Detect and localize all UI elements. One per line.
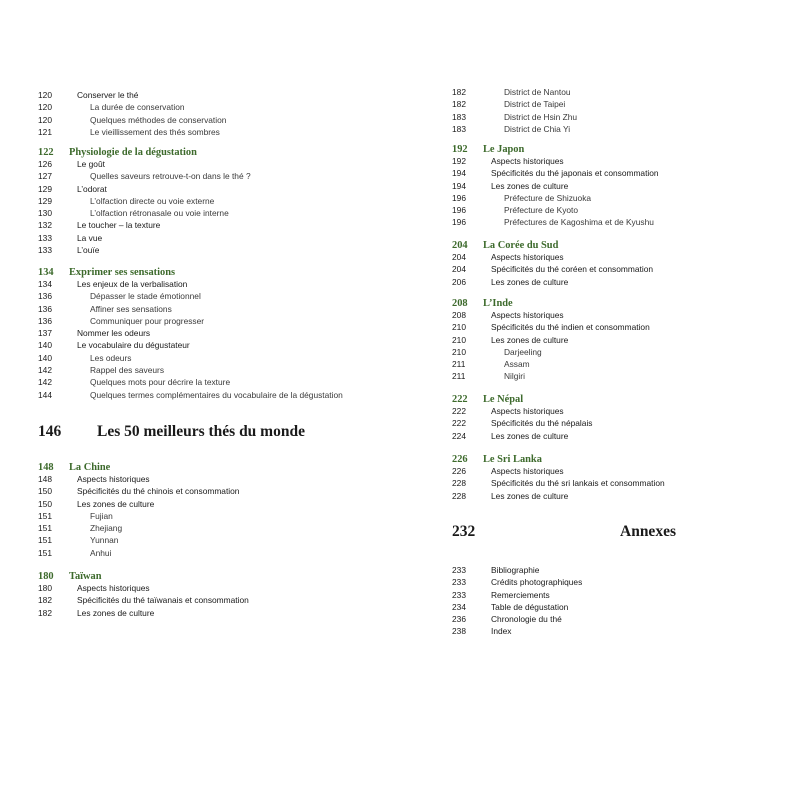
entry-title: Quelques mots pour décrire la texture [90,377,231,388]
entry-title: L’odorat [77,183,107,194]
entry-title: L’ouïe [77,245,100,256]
toc-entry[interactable] [38,485,398,497]
section-title: Le Sri Lanka [483,454,542,465]
entry-page-number: 222 [452,406,466,416]
toc-entry[interactable] [38,89,398,101]
section-page: 122 [38,147,54,158]
entry-title: Darjeeling [504,346,542,357]
entry-title: Les enjeux de la verbalisation [77,279,188,289]
toc-entry[interactable] [38,232,398,244]
entry-title: Nommer les odeurs [77,328,151,339]
entry-title: Les zones de culture [491,490,569,501]
entry-page-number: 136 [38,315,52,326]
entry-title: Affiner ses sensations [90,303,172,314]
toc-entry[interactable] [452,417,792,429]
entry-page-number: 133 [38,245,52,256]
part-page-number: 232 [452,523,476,540]
entry-page-number: 210 [452,322,466,333]
entry-title: Aspects historiques [77,583,150,593]
entry-page-number: 211 [452,371,466,382]
entry-page-number: 210 [452,334,466,345]
toc-subentry[interactable] [452,192,792,204]
entry-title: Spécificités du thé népalais [491,418,593,429]
entry-title: La vue [77,232,103,243]
section-title: Le Japon [483,144,525,155]
section-page: 134 [38,267,54,278]
toc-subentry[interactable] [38,534,398,546]
toc-subentry[interactable] [38,376,398,388]
toc-group [452,86,792,135]
entry-page-number: 120 [38,102,52,113]
entry-title: Les zones de culture [77,607,155,618]
entry-page-number: 126 [38,159,52,169]
toc-entry[interactable] [38,244,398,256]
entry-title: Spécificités du thé indien et consommation [491,322,650,333]
entry-title: Crédits photographiques [491,577,583,588]
entry-title: Préfecture de Kyoto [504,205,579,216]
entry-title: Quelques termes complémentaires du vocabulaire de la dégustation [90,389,343,400]
section-title: Taïwan [69,571,102,582]
entry-title: Aspects historiques [491,466,564,476]
entry-page-number: 228 [452,490,466,501]
entry-page-number: 120 [38,90,52,100]
toc-subentry[interactable] [38,170,398,182]
entry-page-number: 144 [38,389,52,400]
entry-page-number: 211 [452,359,466,370]
entry-page-number: 228 [452,478,466,489]
toc-group [452,564,792,638]
entry-page-number: 136 [38,303,52,314]
toc-subentry[interactable] [38,389,398,401]
toc-entry[interactable] [38,594,398,606]
toc-group [452,465,792,502]
toc-entry[interactable] [38,219,398,231]
entry-page-number: 192 [452,156,466,166]
entry-page-number: 129 [38,183,52,194]
entry-page-number: 226 [452,466,466,476]
entry-page-number: 236 [452,614,466,625]
entry-title: Les zones de culture [491,430,569,441]
entry-page-number: 233 [452,565,466,575]
toc-entry[interactable] [452,477,792,489]
entry-page-number: 180 [38,583,52,593]
entry-title: Spécificités du thé coréen et consommation [491,264,654,275]
toc-subentry[interactable] [452,123,792,135]
section-title: L’Inde [483,298,513,309]
entry-page-number: 134 [38,279,52,289]
entry-page-number: 182 [452,87,466,97]
toc-entry[interactable] [452,276,792,288]
toc-entry[interactable] [38,498,398,510]
entry-page-number: 150 [38,486,52,497]
entry-title: Les zones de culture [491,276,569,287]
entry-page-number: 234 [452,601,466,612]
entry-title: District de Chia Yi [504,123,571,134]
entry-page-number: 194 [452,168,466,179]
toc-entry[interactable] [38,183,398,195]
toc-entry[interactable] [452,334,792,346]
entry-title: Nilgiri [504,371,525,382]
entry-page-number: 233 [452,589,466,600]
section-title: Le Népal [483,394,524,405]
entry-title: Index [491,626,512,637]
entry-page-number: 224 [452,430,466,441]
toc-subentry[interactable] [452,358,792,370]
entry-title: Bibliographie [491,565,540,575]
toc-entry[interactable] [452,155,792,167]
toc-subentry[interactable] [452,86,792,98]
entry-title: District de Taipei [504,99,566,110]
toc-entry[interactable] [452,251,792,263]
entry-page-number: 182 [38,595,52,606]
entry-page-number: 204 [452,252,466,262]
toc-group [38,582,398,619]
entry-title: Les odeurs [90,352,132,363]
entry-page-number: 142 [38,365,52,376]
toc-entry[interactable] [452,601,792,613]
toc-subentry[interactable] [38,303,398,315]
toc-entry[interactable] [452,321,792,333]
entry-title: Quelles saveurs retrouve-t-on dans le thé ? [90,171,251,182]
toc-subentry[interactable] [452,98,792,110]
toc-group [452,309,792,383]
entry-title: Les zones de culture [77,498,155,509]
section-page: 222 [452,394,468,405]
toc-entry[interactable] [452,589,792,601]
toc-entry[interactable] [452,405,792,417]
part-title[interactable]: Annexes [620,523,676,540]
entry-title: Spécificités du thé chinois et consommation [77,486,240,497]
entry-title: Zhejiang [90,523,123,534]
toc-entry[interactable] [452,309,792,321]
entry-title: Assam [504,359,530,370]
entry-page-number: 194 [452,180,466,191]
toc-entry[interactable] [452,263,792,275]
entry-title: Chronologie du thé [491,614,562,625]
entry-page-number: 208 [452,310,466,320]
entry-page-number: 120 [38,114,52,125]
entry-title: Aspects historiques [491,310,564,320]
entry-page-number: 140 [38,340,52,351]
entry-page-number: 196 [452,205,466,216]
entry-title: Dépasser le stade émotionnel [90,291,201,302]
toc-entry[interactable] [452,465,792,477]
toc-entry[interactable] [452,430,792,442]
toc-entry[interactable] [38,607,398,619]
toc-entry[interactable] [452,625,792,637]
entry-title: Le vieillissement des thés sombres [90,126,220,137]
entry-page-number: 148 [38,474,52,484]
part-title[interactable]: Les 50 meilleurs thés du monde [97,423,305,440]
entry-title: Remerciements [491,589,550,600]
toc-subentry[interactable] [38,114,398,126]
entry-page-number: 183 [452,111,466,122]
entry-page-number: 121 [38,126,52,137]
entry-page-number: 129 [38,195,52,206]
entry-page-number: 151 [38,547,52,558]
entry-title: Les zones de culture [491,180,569,191]
entry-page-number: 210 [452,346,466,357]
entry-title: Aspects historiques [491,406,564,416]
section-page: 180 [38,571,54,582]
toc-entry[interactable] [452,180,792,192]
toc-entry[interactable] [38,473,398,485]
entry-page-number: 182 [452,99,466,110]
section-title: La Corée du Sud [483,240,559,251]
entry-title: District de Hsin Zhu [504,111,578,122]
entry-title: Spécificités du thé taïwanais et consommation [77,595,249,606]
toc-subentry[interactable] [38,290,398,302]
toc-subentry[interactable] [38,547,398,559]
entry-page-number: 204 [452,264,466,275]
toc-group [452,251,792,288]
entry-title: Le goût [77,159,105,169]
entry-page-number: 151 [38,535,52,546]
toc-entry[interactable] [38,582,398,594]
entry-title: Rappel des saveurs [90,365,165,376]
entry-page-number: 151 [38,510,52,521]
toc-group [38,473,398,559]
toc-subentry[interactable] [38,101,398,113]
entry-title: L’olfaction rétronasale ou voie interne [90,208,229,219]
entry-title: Aspects historiques [491,156,564,166]
section-title: Physiologie de la dégustation [69,147,197,158]
entry-page-number: 127 [38,171,52,182]
entry-title: Conserver le thé [77,90,139,100]
entry-title: Les zones de culture [491,334,569,345]
entry-title: Spécificités du thé sri lankais et consommation [491,478,665,489]
entry-page-number: 206 [452,276,466,287]
toc-group [452,155,792,229]
toc-entry[interactable] [38,339,398,351]
entry-page-number: 222 [452,418,466,429]
entry-title: La durée de conservation [90,102,185,113]
entry-title: Quelques méthodes de conservation [90,114,227,125]
entry-title: District de Nantou [504,87,571,97]
entry-title: Spécificités du thé japonais et consommation [491,168,659,179]
entry-page-number: 196 [452,217,466,228]
toc-subentry[interactable] [38,522,398,534]
entry-title: Anhui [90,547,112,558]
entry-page-number: 132 [38,220,52,231]
toc-entry[interactable] [452,613,792,625]
section-page: 208 [452,298,468,309]
entry-title: Fujian [90,510,113,521]
section-page: 226 [452,454,468,465]
entry-title: Table de dégustation [491,601,569,612]
section-title: La Chine [69,462,111,473]
toc-entry[interactable] [452,490,792,502]
entry-page-number: 196 [452,192,466,203]
toc-subentry[interactable] [38,195,398,207]
entry-title: Yunnan [90,535,119,546]
toc-subentry[interactable] [452,216,792,228]
entry-page-number: 137 [38,328,52,339]
toc-group [38,89,398,138]
toc-subentry[interactable] [452,346,792,358]
entry-page-number: 238 [452,626,466,637]
toc-entry[interactable] [452,576,792,588]
toc-entry[interactable] [38,278,398,290]
entry-page-number: 140 [38,352,52,363]
entry-page-number: 142 [38,377,52,388]
toc-subentry[interactable] [452,370,792,382]
toc-subentry[interactable] [452,111,792,123]
toc-subentry[interactable] [38,352,398,364]
part-page-number: 146 [38,423,62,440]
entry-title: Communiquer pour progresser [90,315,205,326]
section-page: 148 [38,462,54,473]
toc-group [38,158,398,256]
entry-page-number: 133 [38,232,52,243]
entry-page-number: 151 [38,523,52,534]
toc-group [452,405,792,442]
section-page: 192 [452,144,468,155]
toc-subentry[interactable] [452,204,792,216]
toc-entry[interactable] [452,167,792,179]
entry-page-number: 130 [38,208,52,219]
toc-subentry[interactable] [38,315,398,327]
entry-page-number: 136 [38,291,52,302]
toc-subentry[interactable] [38,207,398,219]
entry-page-number: 183 [452,123,466,134]
entry-title: Préfecture de Shizuoka [504,192,592,203]
entry-page-number: 150 [38,498,52,509]
entry-title: Le vocabulaire du dégustateur [77,340,190,351]
entry-title: Le toucher – la texture [77,220,161,231]
entry-page-number: 233 [452,577,466,588]
toc-group [38,278,398,401]
entry-title: L’olfaction directe ou voie externe [90,195,215,206]
entry-title: Aspects historiques [491,252,564,262]
entry-title: Préfectures de Kagoshima et de Kyushu [504,217,654,228]
toc-entry[interactable] [452,564,792,576]
toc-entry[interactable] [38,327,398,339]
entry-page-number: 182 [38,607,52,618]
section-title: Exprimer ses sensations [69,267,176,278]
entry-title: Aspects historiques [77,474,150,484]
toc-subentry[interactable] [38,126,398,138]
toc-subentry[interactable] [38,364,398,376]
section-page: 204 [452,240,468,251]
toc-entry[interactable] [38,158,398,170]
toc-subentry[interactable] [38,510,398,522]
